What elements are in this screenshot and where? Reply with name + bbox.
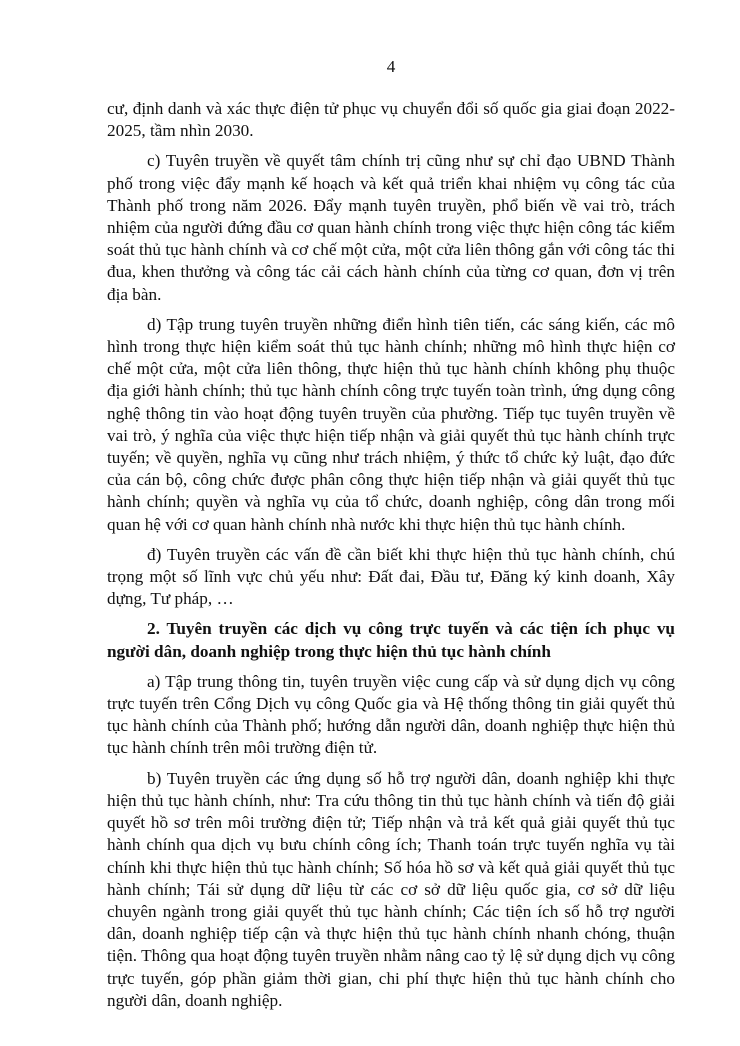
section-2-paragraph-a: a) Tập trung thông tin, tuyên truyền việc cung cấp và sử dụng dịch vụ công trực tuyến trên Cổng Dịch vụ công Quốc gia và Hệ thống thông tin giải quyết thủ tục hành chính của Thành phố; hướng dẫn người dân, doanh nghiệp thực hiện thủ tục hành chính trên môi trường điện tử. — [107, 671, 675, 758]
paragraph-dd: đ) Tuyên truyền các vấn đề cần biết khi thực hiện thủ tục hành chính, chú trọng một số lĩnh vực chủ yếu như: Đất đai, Đầu tư, Đăng ký kinh doanh, Xây dựng, Tư pháp, … — [107, 544, 675, 609]
section-2-heading: 2. Tuyên truyền các dịch vụ công trực tuyến và các tiện ích phục vụ người dân, doanh nghiệp trong thực hiện thủ tục hành chính — [107, 619, 675, 661]
continuation-paragraph: cư, định danh và xác thực điện tử phục vụ chuyển đổi số quốc gia giai đoạn 2022-2025, tầm nhìn 2030. — [107, 99, 675, 141]
paragraph-c: c) Tuyên truyền về quyết tâm chính trị cũng như sự chỉ đạo UBND Thành phố trong việc đẩy mạnh kế hoạch và kết quả triển khai nhiệm vụ công tác của Thành phố trong năm 2026. Đẩy mạnh tuyên truyền, phổ biến về vai trò, trách nhiệm của người đứng đầu cơ quan hành chính trong việc thực hiện công tác kiểm soát thủ tục hành chính và cơ chế một cửa, một cửa liên thông gắn với công tác thi đua, khen thưởng và công tác cải cách hành chính của từng cơ quan, đơn vị trên địa bàn. — [107, 151, 675, 304]
section-2-paragraph-b: b) Tuyên truyền các ứng dụng số hỗ trợ người dân, doanh nghiệp khi thực hiện thủ tục hành chính, như: Tra cứu thông tin thủ tục hành chính và tiến độ giải quyết hồ sơ trên môi trường điện tử; Tiếp nhận và trả kết quả giải quyết thủ tục hành chính qua dịch vụ bưu chính công ích; Thanh toán trực tuyến nghĩa vụ tài chính khi thực hiện thủ tục hành chính; Số hóa hồ sơ và kết quả giải quyết thủ tục hành chính; Tái sử dụng dữ liệu từ các cơ sở dữ liệu quốc gia, cơ sở dữ liệu chuyên ngành trong giải quyết thủ tục hành chính; Các tiện ích số hỗ trợ người dân, doanh nghiệp tiếp cận và thực hiện thủ tục hành chính nhanh chóng, thuận tiện. Thông qua hoạt động tuyên truyền nhằm nâng cao tỷ lệ sử dụng dịch vụ công trực tuyến, góp phần giảm thời gian, chi phí thực hiện thủ tục hành chính cho người dân, doanh nghiệp. — [107, 768, 675, 1010]
paragraph-d: d) Tập trung tuyên truyền những điển hình tiên tiến, các sáng kiến, các mô hình trong thực hiện kiểm soát thủ tục hành chính; những mô hình thực hiện cơ chế một cửa, một cửa liên thông, thực hiện thủ tục hành chính không phụ thuộc địa giới hành chính; thủ tục hành chính công trực tuyến toàn trình, ứng dụng công nghệ thông tin vào hoạt động tuyên truyền của phường. Tiếp tục tuyên truyền về vai trò, ý nghĩa của việc thực hiện tiếp nhận và giải quyết thủ tục hành chính trực tuyến; về quyền, nghĩa vụ cũng như trách nhiệm, ý thức tổ chức kỷ luật, đạo đức của cán bộ, công chức được phân công thực hiện tiếp nhận và giải quyết thủ tục hành chính; quyền và nghĩa vụ của tổ chức, doanh nghiệp, công dân trong mối quan hệ với cơ quan hành chính nhà nước khi thực hiện thủ tục hành chính. — [107, 314, 675, 534]
document-page — [107, 56, 675, 1020]
page-number: 4 — [386, 57, 396, 76]
